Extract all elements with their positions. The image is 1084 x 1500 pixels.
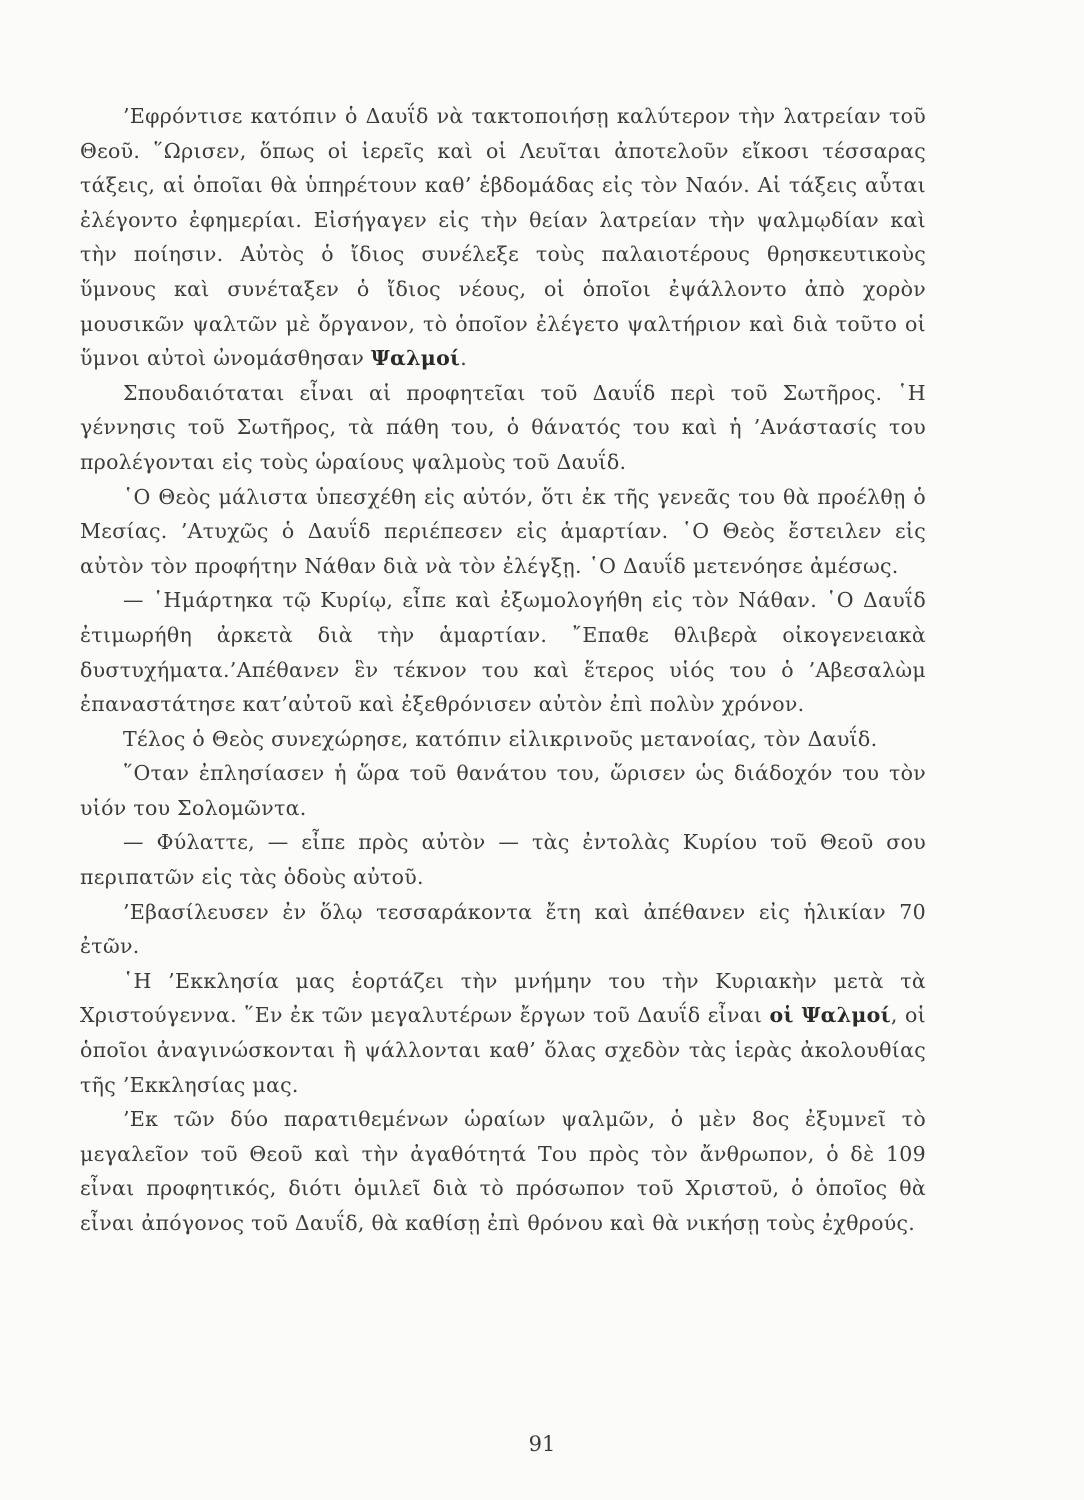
paragraph-8 xyxy=(80,895,926,964)
paragraph-9-bold-oi-psalmoi: οἱ Ψαλμοί xyxy=(769,1003,891,1028)
paragraph-7-text: — Φύλαττε, — εἶπε πρὸς αὐτὸν — τὰς ἐντολὰς Κυρίου τοῦ Θεοῦ σου περιπατῶν εἰς τὰς ὁδοὺς αὐτοῦ. xyxy=(80,830,926,890)
paragraph-10 xyxy=(80,1102,926,1240)
paragraph-3-text: ῾Ο Θεὸς μάλιστα ὑπεσχέθη εἰς αὐτόν, ὅτι ἐκ τῆς γενεᾶς του θὰ προέλθῃ ὁ Μεσίας. ’Ατυχῶς ὁ Δαυΐδ περιέπεσεν εἰς ἁμαρτίαν. ῾Ο Θεὸς ἔστειλεν εἰς αὐτὸν τὸν προφήτην Νάθαν διὰ νὰ τὸν ἐλέγξῃ. ῾Ο Δαυΐδ μετενόησε ἀμέσως. xyxy=(80,484,926,578)
paragraph-9 xyxy=(80,964,926,1102)
paragraph-5-text: Τέλος ὁ Θεὸς συνεχώρησε, κατόπιν εἰλικρινοῦς μετανοίας, τὸν Δαυΐδ. xyxy=(123,726,878,751)
paragraph-3 xyxy=(80,480,926,584)
paragraph-4-text: — ῾Ημάρτηκα τῷ Κυρίῳ, εἶπε καὶ ἐξωμολογήθη εἰς τὸν Νάθαν. ῾Ο Δαυΐδ ἐτιμωρήθη ἀρκετὰ διὰ τὴν ἁμαρτίαν. ῎Επαθε θλιβερὰ οἰκογενειακὰ δυστυχήματα.’Απέθανεν ἓν τέκνον του καὶ ἕτερος υἱός του ὁ ’Αβεσαλὼμ ἐπαναστάτησε κατ’αὐτοῦ καὶ ἐξεθρόνισεν αὐτὸν ἐπὶ πολὺν χρόνον. xyxy=(80,588,926,717)
paragraph-9-text-a: ῾Η ’Εκκλησία μας ἑορτάζει τὴν μνήμην του τὴν Κυριακὴν μετὰ τὰ Χριστούγεννα. ῞Εν ἐκ τῶν μεγαλυτέρων ἔργων τοῦ Δαυΐδ εἶναι xyxy=(80,968,926,1028)
page-body xyxy=(80,99,926,1241)
paragraph-10-text: ’Εκ τῶν δύο παρατιθεμένων ὡραίων ψαλμῶν, ὁ μὲν 8ος ἐξυμνεῖ τὸ μεγαλεῖον τοῦ Θεοῦ καὶ τὴν ἀγαθότητά Του πρὸς τὸν ἄνθρωπον, ὁ δὲ 109 εἶναι προφητικός, διότι ὁμιλεῖ διὰ τὸ πρόσωπον τοῦ Χριστοῦ, ὁ ὁποῖος θὰ εἶναι ἀπόγονος τοῦ Δαυΐδ, θὰ καθίσῃ ἐπὶ θρόνου καὶ θὰ νικήσῃ τοὺς ἐχθρούς. xyxy=(80,1107,926,1235)
paragraph-6 xyxy=(80,756,926,825)
paragraph-9-text-b: , οἱ ὁποῖοι ἀναγινώσκονται ἢ ψάλλονται καθ’ ὅλας σχεδὸν τὰς ἱερὰς ἀκολουθίας τῆς ’Εκκλησίας μας. xyxy=(80,1003,926,1097)
paragraph-1-text-b: . xyxy=(460,346,468,371)
paragraph-1-bold-psalmoi: Ψαλμοί xyxy=(371,346,461,371)
paragraph-4 xyxy=(80,583,926,721)
paragraph-2-text: Σπουδαιόταται εἶναι αἱ προφητεῖαι τοῦ Δαυΐδ περὶ τοῦ Σωτῆρος. ῾Η γέννησις τοῦ Σωτῆρος, τὰ πάθη του, ὁ θάνατός του καὶ ἡ ’Ανάστασίς του προλέγονται εἰς τοὺς ὡραίους ψαλμοὺς τοῦ Δαυΐδ. xyxy=(80,380,926,474)
paragraph-8-text: ’Εβασίλευσεν ἐν ὅλῳ τεσσαράκοντα ἔτη καὶ ἀπέθανεν εἰς ἡλικίαν 70 ἐτῶν. xyxy=(80,899,926,959)
paragraph-2 xyxy=(80,376,926,480)
page-number: 91 xyxy=(528,1432,556,1456)
paragraph-6-text: ῞Οταν ἐπλησίασεν ἡ ὥρα τοῦ θανάτου του, ὥρισεν ὡς διάδοχόν του τὸν υἱόν του Σολομῶντα. xyxy=(80,761,926,820)
paragraph-7 xyxy=(80,825,926,894)
paragraph-5 xyxy=(80,722,926,757)
paragraph-1-text-a: ’Εφρόντισε κατόπιν ὁ Δαυΐδ νὰ τακτοποιήσῃ καλύτερον τὴν λατρείαν τοῦ Θεοῦ. ῞Ωρισεν, ὅπως οἱ ἱερεῖς καὶ οἱ Λευῖται ἀποτελοῦν εἴκοσι τέσσαρας τάξεις, αἱ ὁποῖαι θὰ ὑπηρέτουν καθ’ ἑβδομάδας εἰς τὸν Ναόν. Αἱ τάξεις αὗται ἐλέγοντο ἐφημερίαι. Εἰσήγαγεν εἰς τὴν θείαν λατρείαν τὴν ψαλμῳδίαν καὶ τὴν ποίησιν. Αὐτὸς ὁ ἴδιος συνέλεξε τοὺς παλαιοτέρους θρησκευτικοὺς ὕμνους καὶ συνέταξεν ὁ ἴδιος νέους, οἱ ὁποῖοι ἐψάλλοντο ἀπὸ χορὸν μουσικῶν ψαλτῶν μὲ ὄργανον, τὸ ὁποῖον ἐλέγετο ψαλτήριον καὶ διὰ τοῦτο οἱ ὕμνοι αὐτοὶ ὠνομάσθησαν xyxy=(80,104,926,371)
paragraph-1 xyxy=(80,99,926,376)
